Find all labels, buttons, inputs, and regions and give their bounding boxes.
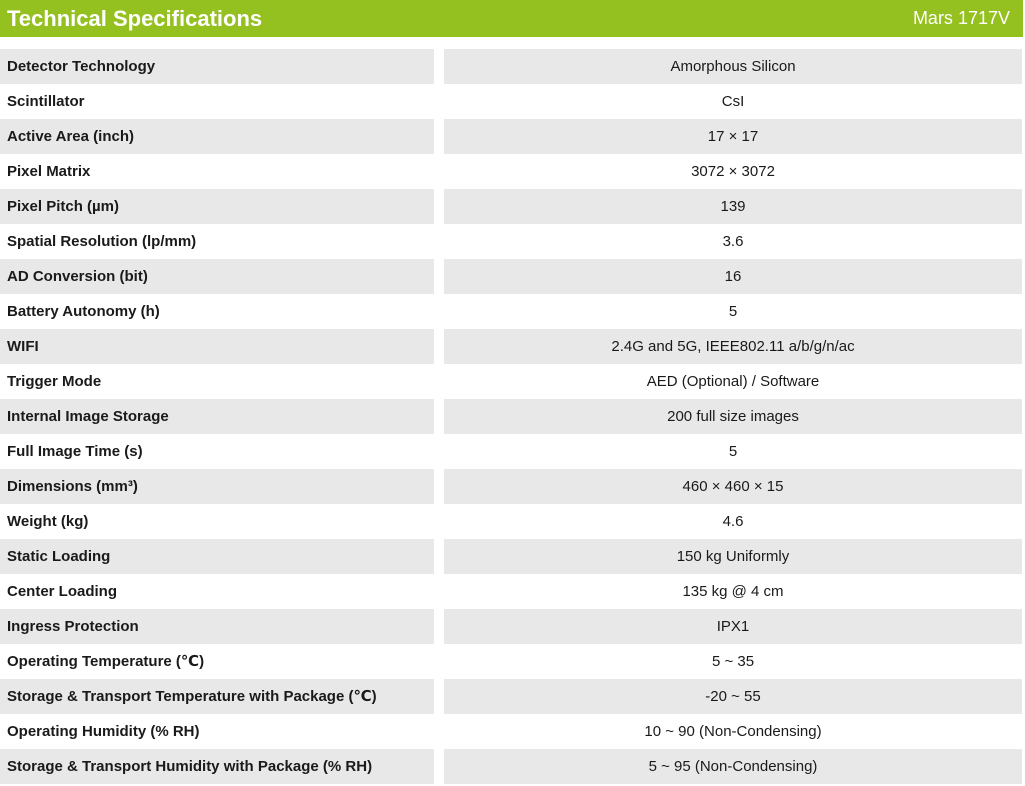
spec-label: Center Loading — [7, 583, 118, 600]
spec-value: Amorphous Silicon — [444, 49, 1022, 84]
spec-value: 200 full size images — [444, 399, 1022, 434]
model-name: Mars 1717V — [912, 8, 1010, 28]
spec-row — [0, 154, 1023, 189]
page-title: Technical Specifications — [7, 6, 263, 31]
spec-row — [0, 119, 1023, 154]
spec-label: Storage & Transport Temperature with Package (℃) — [0, 679, 434, 714]
spec-value: CsI — [721, 93, 745, 110]
spec-row — [0, 329, 1023, 364]
spec-value: 3072 × 3072 — [691, 163, 775, 180]
spec-row — [0, 259, 1023, 294]
spec-label: Spatial Resolution (lp/mm) — [7, 233, 197, 250]
spec-value: -20 ~ 55 — [444, 679, 1022, 714]
spec-label: Internal Image Storage — [0, 399, 434, 434]
spec-row — [0, 189, 1023, 224]
spec-label: Pixel Matrix — [7, 163, 91, 180]
spec-label: Pixel Pitch (µm) — [0, 189, 434, 224]
spec-label: Weight (kg) — [7, 513, 89, 530]
spec-value: 5 ~ 95 (Non-Condensing) — [444, 749, 1022, 784]
spec-value: 16 — [444, 259, 1022, 294]
spec-row — [0, 574, 1023, 609]
spec-header-bar — [0, 0, 1023, 37]
spec-row — [0, 469, 1023, 504]
spec-value: 5 ~ 35 — [711, 653, 755, 670]
spec-row — [0, 679, 1023, 714]
spec-value: 5 — [728, 303, 738, 320]
spec-value: 17 × 17 — [444, 119, 1022, 154]
spec-value: AED (Optional) / Software — [646, 373, 820, 390]
spec-label: Dimensions (mm³) — [0, 469, 434, 504]
spec-value: 150 kg Uniformly — [444, 539, 1022, 574]
spec-value: 3.6 — [722, 233, 744, 250]
spec-label: Trigger Mode — [7, 373, 102, 390]
spec-row — [0, 504, 1023, 539]
spec-label: WIFI — [0, 329, 434, 364]
spec-label: Storage & Transport Humidity with Package (% RH) — [0, 749, 434, 784]
spec-row — [0, 399, 1023, 434]
spec-value: 10 ~ 90 (Non-Condensing) — [644, 723, 822, 740]
spec-value: 2.4G and 5G, IEEE802.11 a/b/g/n/ac — [444, 329, 1022, 364]
spec-value: 139 — [444, 189, 1022, 224]
spec-value: 135 kg @ 4 cm — [682, 583, 784, 600]
spec-row — [0, 714, 1023, 749]
spec-row — [0, 364, 1023, 399]
spec-label: Operating Temperature (℃) — [7, 653, 205, 670]
spec-row — [0, 294, 1023, 329]
spec-value: 5 — [728, 443, 738, 460]
spec-label: Full Image Time (s) — [7, 443, 143, 460]
spec-label: Ingress Protection — [0, 609, 434, 644]
spec-label: Detector Technology — [0, 49, 434, 84]
spec-value: 460 × 460 × 15 — [444, 469, 1022, 504]
spec-table — [0, 49, 1023, 784]
spec-label: Active Area (inch) — [0, 119, 434, 154]
spec-label: AD Conversion (bit) — [0, 259, 434, 294]
spec-value: IPX1 — [444, 609, 1022, 644]
spec-row — [0, 84, 1023, 119]
spec-label: Battery Autonomy (h) — [7, 303, 160, 320]
spec-row — [0, 644, 1023, 679]
spec-row — [0, 749, 1023, 784]
spec-row — [0, 49, 1023, 84]
spec-value: 4.6 — [722, 513, 744, 530]
spec-row — [0, 539, 1023, 574]
spec-label: Scintillator — [7, 93, 85, 110]
spec-label: Static Loading — [0, 539, 434, 574]
spec-row — [0, 224, 1023, 259]
spec-row — [0, 609, 1023, 644]
spec-label: Operating Humidity (% RH) — [7, 723, 200, 740]
spec-row — [0, 434, 1023, 469]
